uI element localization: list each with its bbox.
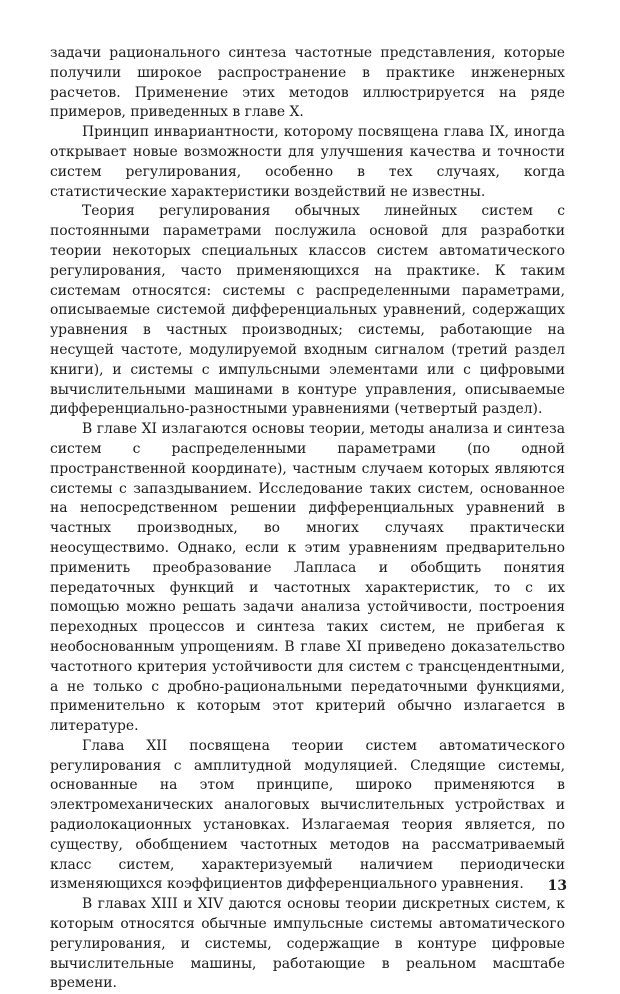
paragraph-chapters-xiii-xiv: В главах XIII и XIV даются основы теории дискретных систем, к которым относятся обычные импульсные системы автоматического регулирования, и системы, содержащие в контуре цифровые вычислительные машины, работающие в реальном масштабе времени. [50,896,565,992]
paragraph-invariance: Принцип инвариантности, которому посвящена глава IX, иногда открывает новые возможности для улучшения качества и точности систем регулирования, особенно в тех случаях, когда статистические характеристики воздействий не известны. [50,124,565,200]
page-body [50,44,565,994]
page-number: 13 [547,878,567,894]
paragraph-chapter-xi: В главе XI излагаются основы теории, методы анализа и синтеза систем с распределенными параметрами (по одной пространственной координате), частным случаем которых являются системы с запаздыванием. Исследование таких систем, основанное на непосредственном решении дифференциальных уравнений в частных производных, во многих случаях практически неосуществимо. Однако, если к этим уравнениям предварительно применить преобразование Лапласа и обобщить понятия передаточных функций и частотных характеристик, то с их помощью можно решать задачи анализа устойчивости, построения переходных процессов и синтеза таких систем, не прибегая к необоснованным упрощениям. В главе XI приведено доказательство частотного критерия устойчивости для систем с трансцендентными, а не только с дробно-рациональными передаточными функциями, применительно к которым этот критерий обычно излагается в литературе. [50,421,565,735]
paragraph-chapter-xii: Глава XII посвящена теории систем автоматического регулирования с амплитудной модуляцией. Следящие системы, основанные на этом принципе, широко применяются в электромеханических аналоговых вычислительных устройствах и радиолокационных установках. Излагаемая теория является, по существу, обобщением частотных методов на рассматриваемый класс систем, характеризуемый наличием периодически изменяющихся коэффициентов дифференциального уравнения. [50,737,565,893]
paragraph-linear-systems: Теория регулирования обычных линейных систем с постоянными параметрами послужила основой для разработки теории некоторых специальных классов систем автоматического регулирования, часто применяющихся на практике. К таким системам относятся: системы с распределенными параметрами, описываемые системой дифференциальных уравнений, содержащих уравнения в частных производных; системы, работающие на несущей частоте, модулируемой входным сигналом (третий раздел книги), и системы с импульсными элементами или с цифровыми вычислительными машинами в контуре управления, описываемые дифференциально-разностными уравнениями (четвертый раздел). [50,203,565,418]
paragraph-continuation: задачи рационального синтеза частотные представления, которые получили широкое распространение в практике инженерных расчетов. Применение этих методов иллюстрируется на ряде примеров, приведенных в главе X. [50,45,565,121]
